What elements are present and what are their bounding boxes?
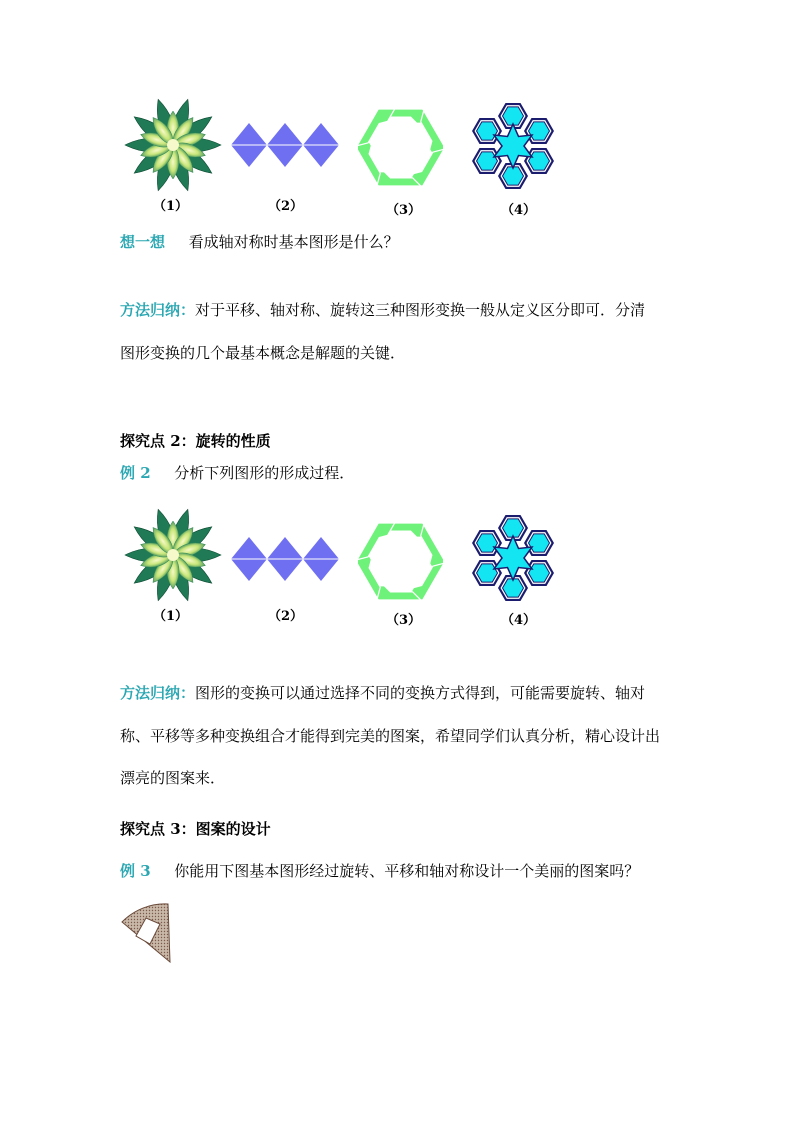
- method1-text-1: 对于平移、轴对称、旋转这三种图形变换一般从定义区分即可．分清: [195, 301, 646, 319]
- method2-line2: [120, 724, 660, 748]
- hexagon-star-figure: [463, 514, 563, 602]
- caption-1: （1）: [153, 199, 189, 214]
- figure-row-1: [118, 95, 578, 225]
- flower-figure: [118, 95, 228, 195]
- method2-line1: [120, 681, 645, 705]
- example3-line: [120, 859, 639, 883]
- interlocked-hexagon-figure: [358, 519, 443, 604]
- think-line: [120, 230, 399, 254]
- method2-line3: [120, 766, 225, 790]
- diamonds-figure: [231, 537, 339, 581]
- example2-label: 例 2: [120, 464, 151, 482]
- caption-2: （2）: [268, 609, 304, 624]
- caption-2: （2）: [268, 199, 304, 214]
- method1-line1: [120, 298, 645, 322]
- caption-3: （3）: [386, 613, 422, 628]
- example2-line: [120, 461, 354, 485]
- section3-title: 探究点 3：图案的设计: [120, 820, 271, 838]
- caption-3: （3）: [386, 203, 422, 218]
- section2-title: 探究点 2：旋转的性质: [120, 432, 271, 450]
- method2-text-1: 图形的变换可以通过选择不同的变换方式得到，可能需要旋转、轴对: [195, 684, 646, 702]
- interlocked-hexagon-figure: [358, 105, 443, 190]
- caption-4: （4）: [501, 613, 537, 628]
- sector-rhombus-figure: [118, 900, 178, 966]
- example3-text: 你能用下图基本图形经过旋转、平移和轴对称设计一个美丽的图案吗？: [174, 862, 640, 880]
- method1-line2: [120, 341, 405, 365]
- method2-label: 方法归纳：: [120, 684, 196, 702]
- flower-figure: [118, 505, 228, 605]
- hexagon-star-figure: [463, 102, 563, 190]
- diamonds-figure: [231, 123, 339, 167]
- think-text: 看成轴对称时基本图形是什么？: [188, 233, 399, 251]
- method2-text-2: 称、平移等多种变换组合才能得到完美的图案，希望同学们认真分析，精心设计出: [120, 727, 661, 745]
- caption-1: （1）: [153, 609, 189, 624]
- example2-text: 分析下列图形的形成过程．: [174, 464, 355, 482]
- caption-4: （4）: [501, 203, 537, 218]
- method2-text-3: 漂亮的图案来．: [120, 769, 226, 787]
- method1-text-2: 图形变换的几个最基本概念是解题的关键．: [120, 344, 406, 362]
- example3-label: 例 3: [120, 862, 151, 880]
- method1-label: 方法归纳：: [120, 301, 196, 319]
- think-label: 想一想: [120, 233, 166, 251]
